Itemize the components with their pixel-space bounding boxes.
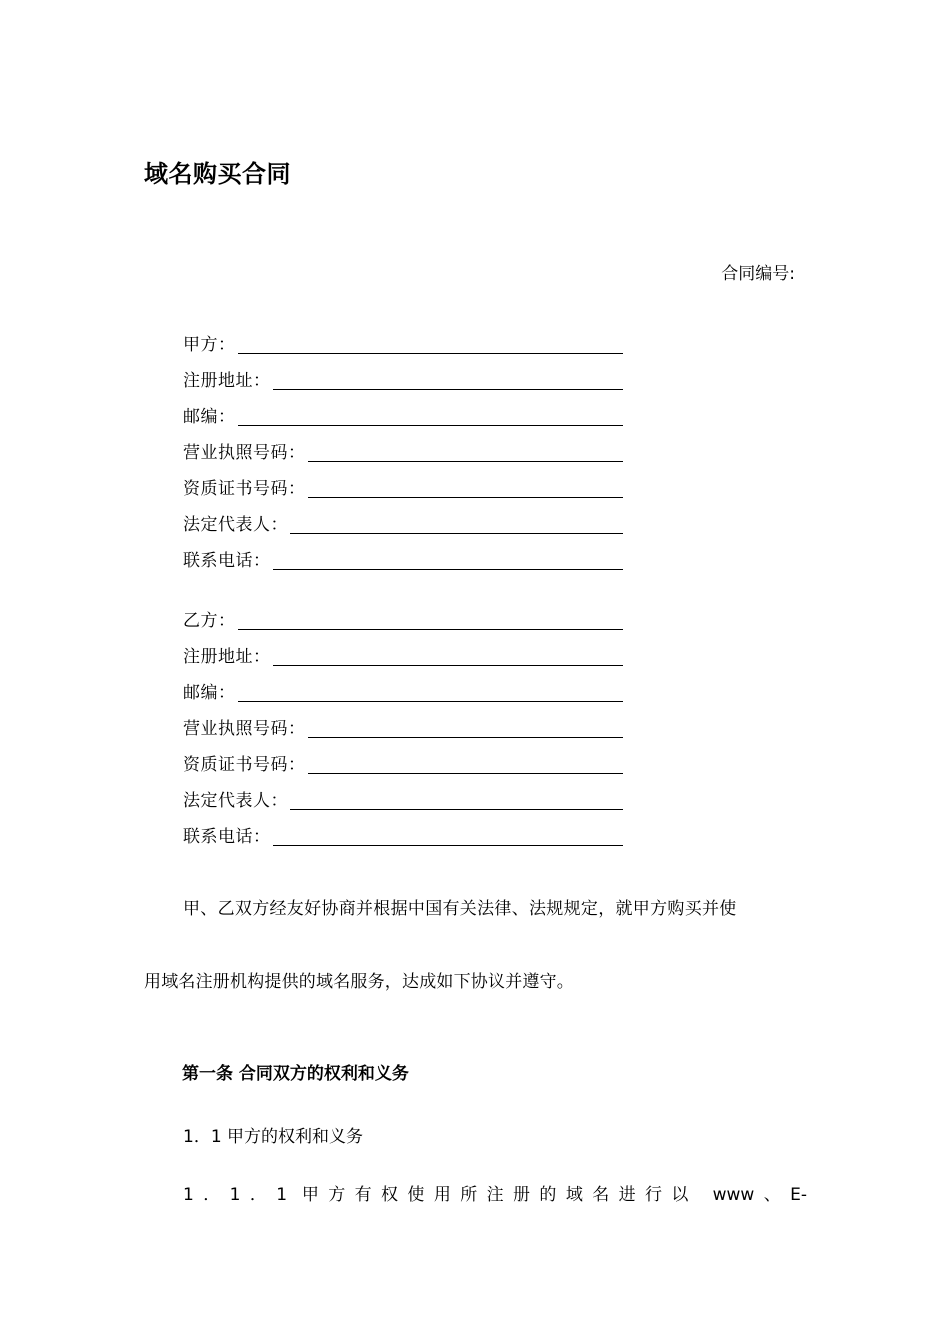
section-1-1-title: 1．1 甲方的权利和义务 <box>183 1127 364 1147</box>
party-a-certificate-field <box>183 475 623 499</box>
party-b-address-field <box>183 643 623 667</box>
intro-paragraph-line-1: 甲、乙双方经友好协商并根据中国有关法律、法规规定，就甲方购买并使 <box>183 899 737 919</box>
party-b-postcode-label: 邮编： <box>183 683 236 703</box>
party-a-license-label: 营业执照号码： <box>183 443 306 463</box>
party-a-name-blank <box>238 353 624 354</box>
party-a-representative-label: 法定代表人： <box>183 515 288 535</box>
party-a-address-blank <box>273 389 624 390</box>
party-b-phone-blank <box>273 845 624 846</box>
party-a-representative-blank <box>290 533 623 534</box>
party-b-representative-blank <box>290 809 623 810</box>
party-b-license-label: 营业执照号码： <box>183 719 306 739</box>
party-b-name-label: 乙方： <box>183 611 236 631</box>
intro-paragraph-line-2: 用域名注册机构提供的域名服务，达成如下协议并遵守。 <box>144 972 574 992</box>
party-b-name-field <box>183 607 623 631</box>
party-a-phone-label: 联系电话： <box>183 551 271 571</box>
party-b-representative-field <box>183 787 623 811</box>
party-b-postcode-blank <box>238 701 624 702</box>
party-b-phone-label: 联系电话： <box>183 827 271 847</box>
document-title: 域名购买合同 <box>144 160 291 188</box>
party-a-address-label: 注册地址： <box>183 371 271 391</box>
party-a-representative-field <box>183 511 623 535</box>
party-a-license-field <box>183 439 623 463</box>
party-a-postcode-field <box>183 403 623 427</box>
party-a-name-label: 甲方： <box>183 335 236 355</box>
party-a-license-blank <box>308 461 624 462</box>
party-a-postcode-label: 邮编： <box>183 407 236 427</box>
party-b-address-blank <box>273 665 624 666</box>
party-a-address-field <box>183 367 623 391</box>
clause-1-1-1: 1．1．1 甲方有权使用所注册的域名进行以 www、E- <box>183 1185 807 1205</box>
party-b-postcode-field <box>183 679 623 703</box>
party-b-address-label: 注册地址： <box>183 647 271 667</box>
party-a-phone-blank <box>273 569 624 570</box>
contract-number-label: 合同编号: <box>721 264 795 284</box>
party-b-representative-label: 法定代表人： <box>183 791 288 811</box>
party-a-phone-field <box>183 547 623 571</box>
party-a-certificate-blank <box>308 497 624 498</box>
party-b-phone-field <box>183 823 623 847</box>
party-b-certificate-label: 资质证书号码： <box>183 755 306 775</box>
article-1-title: 第一条 合同双方的权利和义务 <box>182 1064 409 1084</box>
party-a-name-field <box>183 331 623 355</box>
party-b-name-blank <box>238 629 624 630</box>
party-b-certificate-blank <box>308 773 624 774</box>
party-a-certificate-label: 资质证书号码： <box>183 479 306 499</box>
party-b-license-field <box>183 715 623 739</box>
party-b-license-blank <box>308 737 624 738</box>
party-a-postcode-blank <box>238 425 624 426</box>
party-b-certificate-field <box>183 751 623 775</box>
